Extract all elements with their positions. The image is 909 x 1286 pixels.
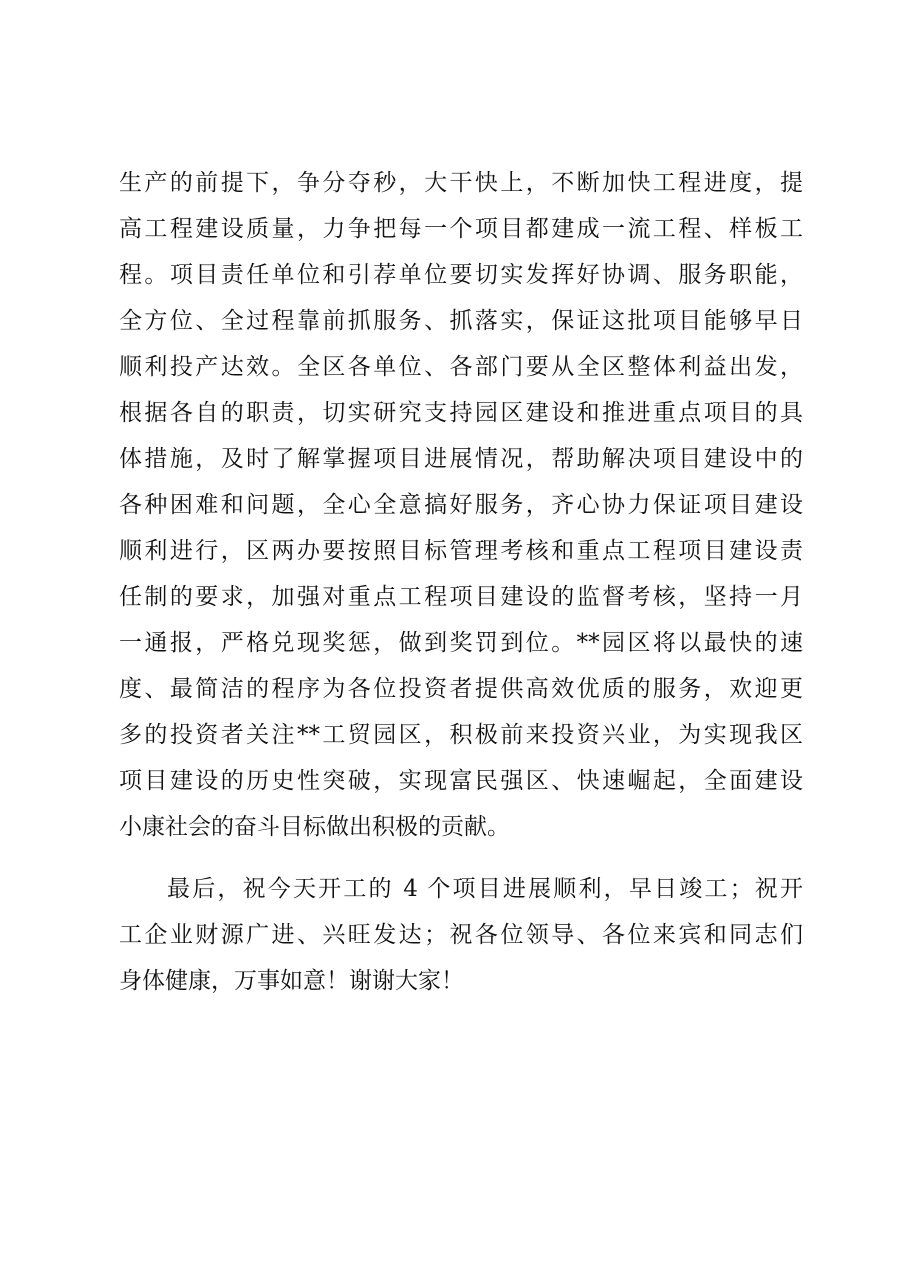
text-line: 身体健康，万事如意！谢谢大家！ — [119, 968, 464, 994]
text-line: 根据各自的职责，切实研究支持园区建设和推进重点项目的具 — [119, 400, 803, 426]
text-line: 多的投资者关注**工贸园区，积极前来投资兴业，为实现我区 — [119, 722, 803, 748]
text-line: 项目建设的历史性突破，实现富民强区、快速崛起，全面建设 — [119, 768, 803, 794]
text-line: 顺利进行，区两办要按照目标管理考核和重点工程项目建设责 — [119, 538, 803, 564]
text-line: 最后，祝今天开工的 4 个项目进展顺利，早日竣工；祝开 — [167, 876, 803, 902]
text-line: 程。项目责任单位和引荐单位要切实发挥好协调、服务职能， — [119, 262, 803, 288]
body-text — [119, 160, 803, 1004]
text-line: 各种困难和问题，全心全意搞好服务，齐心协力保证项目建设 — [119, 492, 803, 518]
text-line: 顺利投产达效。全区各单位、各部门要从全区整体利益出发， — [119, 354, 803, 380]
text-line: 生产的前提下，争分夺秒，大干快上，不断加快工程进度，提 — [119, 170, 803, 196]
text-line: 全方位、全过程靠前抓服务、抓落实，保证这批项目能够早日 — [119, 308, 803, 334]
text-line: 小康社会的奋斗目标做出积极的贡献。 — [119, 814, 510, 840]
text-line: 一通报，严格兑现奖惩，做到奖罚到位。**园区将以最快的速 — [119, 630, 803, 656]
text-line: 任制的要求，加强对重点工程项目建设的监督考核，坚持一月 — [119, 584, 803, 610]
text-line: 高工程建设质量，力争把每一个项目都建成一流工程、样板工 — [119, 216, 803, 242]
text-line: 工企业财源广进、兴旺发达；祝各位领导、各位来宾和同志们 — [119, 922, 803, 948]
paragraph-spacer — [119, 850, 803, 866]
paragraph-2 — [119, 866, 803, 1004]
text-line: 体措施，及时了解掌握项目进展情况，帮助解决项目建设中的 — [119, 446, 803, 472]
text-line: 度、最简洁的程序为各位投资者提供高效优质的服务，欢迎更 — [119, 676, 803, 702]
paragraph-1 — [119, 160, 803, 850]
